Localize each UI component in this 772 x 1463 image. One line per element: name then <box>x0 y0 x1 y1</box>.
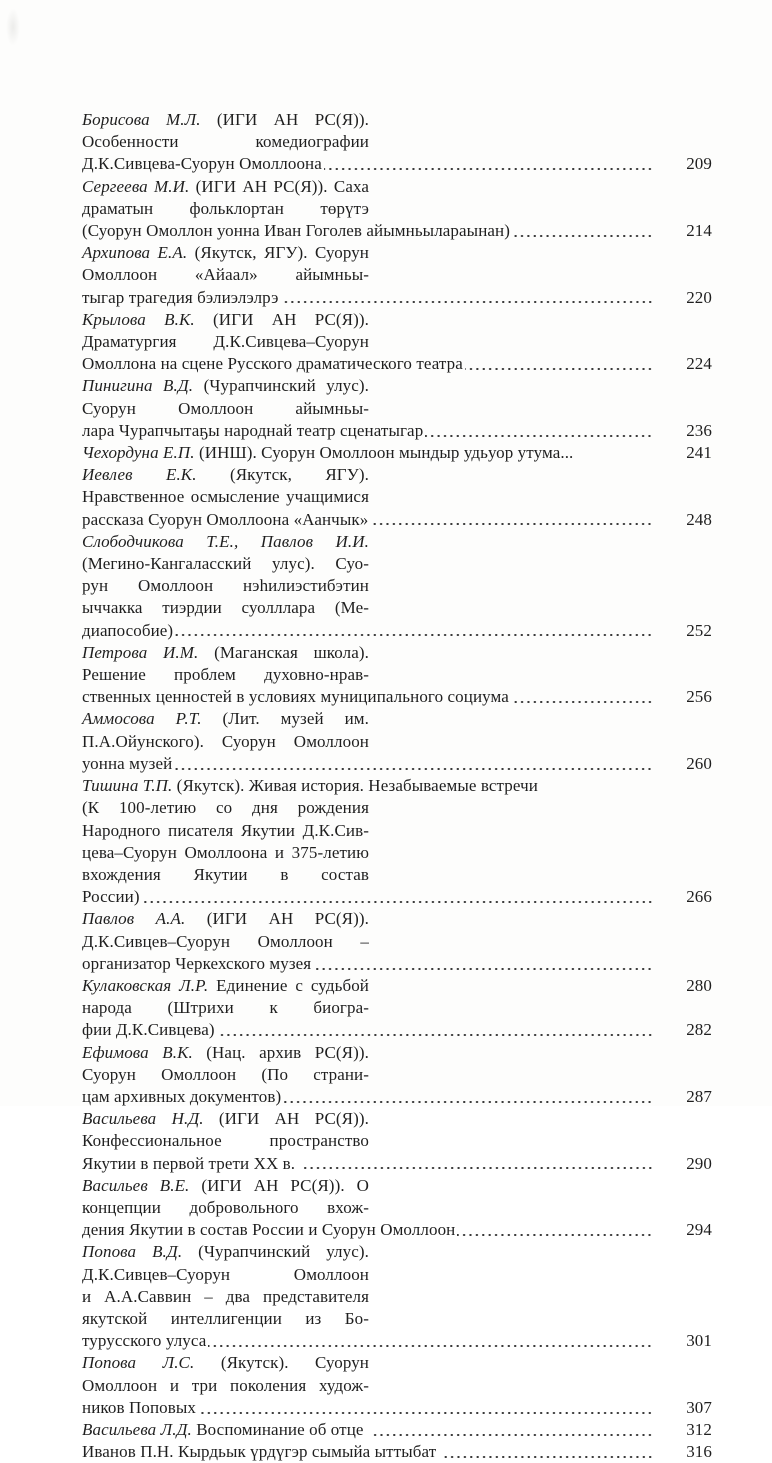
toc-line <box>82 242 712 286</box>
page-number: 266 <box>686 887 712 907</box>
toc-entry-text: ников Поповых <box>82 1397 196 1417</box>
toc-entry-text: Пинигина В.Д. (Чурапчинский улус). Суорун Омоллоон айымньы- <box>82 376 374 418</box>
toc-entry-text: Попова В.Д. (Чурапчинский улус). Д.К.Сивцев–Суорун Омоллоон <box>82 1242 374 1284</box>
toc-line <box>82 1019 712 1041</box>
page-number <box>656 464 712 508</box>
page-number: 312 <box>686 1419 712 1439</box>
spacer <box>369 242 656 286</box>
toc-line <box>82 287 712 309</box>
page-number <box>656 797 712 841</box>
page-number <box>656 1108 712 1152</box>
toc-entry-text: Слободчикова Т.Е., Павлов И.И. (Мегино-Кангаласский улус). Суо- <box>82 531 374 574</box>
author-name: Пинигина В.Д. <box>82 376 194 396</box>
page-number <box>656 1352 712 1396</box>
dotted-leader <box>370 1419 653 1441</box>
toc-entry-text: фии Д.К.Сивцева) <box>82 1020 215 1040</box>
toc-entry-text: Аммосова Р.Т. (Лит. музей им. П.А.Ойунского). Суорун Омоллоон <box>82 709 374 751</box>
toc-line <box>82 375 712 419</box>
toc-entry-text: Павлов А.А. (ИГИ АН РС(Я)). Д.К.Сивцев–Суорун Омоллоон – <box>82 909 374 951</box>
scan-artifact <box>6 8 20 46</box>
spacer <box>369 575 656 619</box>
page-number <box>656 842 712 886</box>
toc-line <box>82 1108 712 1152</box>
page-number: 236 <box>686 420 712 440</box>
spacer <box>369 975 656 1019</box>
spacer <box>369 531 656 575</box>
toc-line <box>82 908 712 952</box>
dotted-leader <box>283 1086 653 1108</box>
dotted-leader <box>198 1397 653 1419</box>
dotted-leader <box>174 753 653 775</box>
page-number: 280 <box>686 975 712 995</box>
spacer <box>369 642 656 686</box>
author-name: Чехордуна Е.П. <box>82 443 195 463</box>
spacer <box>369 1042 656 1086</box>
page-number <box>656 375 712 419</box>
toc-entry-text: цева–Суорун Омоллоона и 375-летию вхождения Якутии в состав <box>82 842 374 884</box>
toc-entry-text: дения Якутии в состав России и Суорун Омоллоон <box>82 1220 456 1240</box>
toc-line <box>82 464 712 508</box>
dotted-leader <box>425 420 653 442</box>
author-name: Васильева Л.Д. <box>82 1419 192 1439</box>
page-number: 307 <box>686 1397 712 1417</box>
toc-line <box>82 1042 712 1086</box>
toc-entry-text: России) <box>82 887 140 907</box>
toc-line <box>82 575 712 619</box>
author-name: Тишина Т.П. <box>82 776 173 796</box>
spacer <box>369 1175 656 1219</box>
author-name: Кулаковская Л.Р. <box>82 975 209 995</box>
page-number: 256 <box>686 687 712 707</box>
dotted-leader <box>370 509 653 531</box>
toc-line <box>82 1419 712 1441</box>
page-number: 282 <box>686 1020 712 1040</box>
page-number: 252 <box>686 620 712 640</box>
toc-line <box>82 153 712 175</box>
toc-entry-text: лара Чурапчытаҕы народнай театр сценатыгар <box>82 420 424 440</box>
toc-line <box>82 686 712 708</box>
dotted-leader <box>175 620 653 642</box>
page-number <box>656 1042 712 1086</box>
spacer <box>369 842 656 886</box>
toc-line <box>82 797 712 841</box>
author-name: Слободчикова Т.Е., Павлов И.И. <box>82 531 369 551</box>
toc-line <box>82 975 712 1019</box>
toc-line <box>82 620 712 642</box>
spacer <box>369 375 656 419</box>
page-number <box>656 109 712 153</box>
author-name: Петрова И.М. <box>82 642 199 662</box>
toc-line <box>82 442 712 464</box>
toc-entry-text: Тишина Т.П. (Якутск). Живая история. Незабываемые встречи <box>82 776 538 796</box>
toc-entry-text: Васильева Н.Д. (ИГИ АН РС(Я)). Конфессиональное пространство <box>82 1109 374 1151</box>
page-number <box>656 708 712 752</box>
toc-line <box>82 220 712 242</box>
toc-entry-text: Сергеева М.И. (ИГИ АН РС(Я)). Саха драматын фольклортан төрүтэ <box>82 176 374 218</box>
page-number: 220 <box>686 287 712 307</box>
page-number <box>656 531 712 575</box>
spacer <box>369 464 656 508</box>
page-number: 301 <box>686 1331 712 1351</box>
toc-line <box>82 1286 712 1330</box>
toc-entry-text: Васильев В.Е. (ИГИ АН РС(Я)). О концепции добровольного вхож- <box>82 1175 374 1217</box>
toc-entry-text: уонна музей <box>82 753 173 773</box>
dotted-leader <box>313 953 653 975</box>
dotted-leader <box>281 287 653 309</box>
toc-entry-text: Крылова В.К. (ИГИ АН РС(Я)). Драматургия Д.К.Сивцева–Суорун <box>82 309 374 352</box>
dotted-leader <box>217 1019 653 1041</box>
page-number: 290 <box>686 1153 712 1173</box>
toc-entry-text: тыгар трагедия бэлиэлэлрэ <box>82 287 279 307</box>
author-name: Аммосова Р.Т. <box>82 709 202 729</box>
spacer <box>369 176 656 220</box>
page-number <box>656 1286 712 1330</box>
toc-line <box>82 886 712 908</box>
toc-line <box>82 176 712 220</box>
spacer <box>369 1286 656 1330</box>
toc-line <box>82 109 712 153</box>
page-number <box>656 775 712 797</box>
dotted-leader <box>324 153 653 175</box>
author-name: Васильев В.Е. <box>82 1175 190 1195</box>
toc-entry-text: Петрова И.М. (Маганская школа). Решение проблем духовно-нрав- <box>82 642 374 685</box>
toc-line <box>82 420 712 442</box>
page-number <box>656 1175 712 1219</box>
toc-entry-text: Якутии в первой трети XX в. <box>82 1153 300 1173</box>
toc-line <box>82 531 712 575</box>
toc-entry-text: и А.А.Саввин – два представителя якутской интеллигенции из Бо- <box>82 1286 374 1328</box>
spacer <box>369 908 656 952</box>
page-number <box>656 176 712 220</box>
page-number <box>656 242 712 286</box>
toc-entry-text: Ефимова В.К. (Нац. архив РС(Я)). Суорун Омоллоон (По страни- <box>82 1042 374 1084</box>
author-name: Попова В.Д. <box>82 1242 183 1262</box>
spacer <box>369 309 656 353</box>
dotted-leader <box>208 1330 653 1352</box>
toc-line <box>82 953 712 975</box>
author-name: Павлов А.А. <box>82 909 186 929</box>
author-name: Сергеева М.И. <box>82 176 190 196</box>
toc-entry-text: (К 100-летию со дня рождения Народного писателя Якутии Д.К.Сив- <box>82 798 374 840</box>
toc-list <box>82 109 712 1463</box>
dotted-leader <box>512 220 653 242</box>
toc-entry-text: Борисова М.Л. (ИГИ АН РС(Я)). Особенности комедиографии <box>82 110 374 152</box>
spacer <box>369 109 656 153</box>
page-number: 241 <box>686 443 712 463</box>
toc-entry-text: Архипова Е.А. (Якутск, ЯГУ). Суорун Омоллоон «Айаал» айымньы- <box>82 243 374 285</box>
spacer <box>538 775 656 797</box>
author-name: Ефимова В.К. <box>82 1042 193 1062</box>
toc-entry-text: Иевлев Е.К. (Якутск, ЯГУ). Нравственное осмысление учащимися <box>82 465 374 507</box>
page-number: 316 <box>686 1442 712 1462</box>
toc-line <box>82 1086 712 1108</box>
toc-entry-text: рассказа Суорун Омоллоона «Аанчык» <box>82 509 369 529</box>
toc-line <box>82 1330 712 1352</box>
dotted-leader <box>142 886 653 908</box>
toc-line <box>82 1153 712 1175</box>
toc-entry-text: организатор Черкехского музея <box>82 953 312 973</box>
toc-entry-text: Кулаковская Л.Р. Единение с судьбой народа (Штрихи к биогра- <box>82 975 374 1018</box>
author-name: Васильева Н.Д. <box>82 1109 204 1129</box>
toc-entry-text: Д.К.Сивцева-Суорун Омоллоона <box>82 154 322 174</box>
dotted-leader <box>302 1153 654 1175</box>
toc-line <box>82 1352 712 1396</box>
page-number: 287 <box>686 1086 712 1106</box>
toc-entry-text: Попова Л.С. (Якутск). Суорун Омоллоон и три поколения худож- <box>82 1353 374 1395</box>
toc-entry-text: Омоллона на сцене Русского драматического театра <box>82 354 463 374</box>
toc-line <box>82 753 712 775</box>
page-number <box>656 908 712 952</box>
toc-entry-text: цам архивных документов) <box>82 1086 282 1106</box>
author-name: Архипова Е.А. <box>82 243 188 263</box>
page-number: 209 <box>686 154 712 174</box>
author-name: Крылова В.К. <box>82 309 195 329</box>
spacer <box>369 1241 656 1285</box>
author-name: Попова Л.С. <box>82 1353 195 1373</box>
toc-line <box>82 1441 712 1463</box>
dotted-leader <box>443 1441 653 1463</box>
toc-entry-text: ственных ценностей в условиях муниципального социума <box>82 687 509 707</box>
page-number: 224 <box>686 354 712 374</box>
dotted-leader <box>511 686 653 708</box>
toc-line <box>82 842 712 886</box>
spacer <box>369 1108 656 1152</box>
toc-line <box>82 642 712 686</box>
author-name: Борисова М.Л. <box>82 110 201 129</box>
spacer <box>573 442 656 464</box>
toc-line <box>82 775 712 797</box>
page-number <box>656 642 712 686</box>
toc-entry-text: рун Омоллоон нэһилиэстибэтин ыччакка тиэрдии суолллара (Ме- <box>82 576 374 618</box>
toc-entry-text: Чехордуна Е.П. (ИНШ). Суорун Омоллоон мындыр удьуор утума... <box>82 443 574 463</box>
toc-line <box>82 309 712 353</box>
page-number <box>656 1241 712 1285</box>
dotted-leader <box>457 1219 653 1241</box>
page-number: 260 <box>686 753 712 773</box>
toc-entry-text: (Суорун Омоллон уонна Иван Гоголев айымньылараынан) <box>82 221 510 241</box>
spacer <box>369 708 656 752</box>
page-number: 294 <box>686 1220 712 1240</box>
toc-line <box>82 353 712 375</box>
toc-line <box>82 1175 712 1219</box>
dotted-leader <box>465 353 653 375</box>
page-number <box>656 309 712 353</box>
toc-entry-text: Иванов П.Н. Кырдьык үрдүгэр сымыйа ыттыбат <box>82 1442 441 1462</box>
toc-entry-text: турусского улуса <box>82 1331 207 1351</box>
page-number <box>656 953 712 975</box>
toc-line <box>82 1241 712 1285</box>
toc-line <box>82 1219 712 1241</box>
toc-line <box>82 509 712 531</box>
spacer <box>369 1352 656 1396</box>
toc-line <box>82 708 712 752</box>
author-name: Иевлев Е.К. <box>82 465 197 485</box>
toc-entry-text: Васильева Л.Д. Воспоминание об отце <box>82 1419 368 1439</box>
toc-line <box>82 1397 712 1419</box>
page-number: 248 <box>686 509 712 529</box>
spacer <box>369 797 656 841</box>
page-number <box>656 575 712 619</box>
toc-entry-text: диапособие) <box>82 620 174 640</box>
page-number: 214 <box>686 221 712 241</box>
